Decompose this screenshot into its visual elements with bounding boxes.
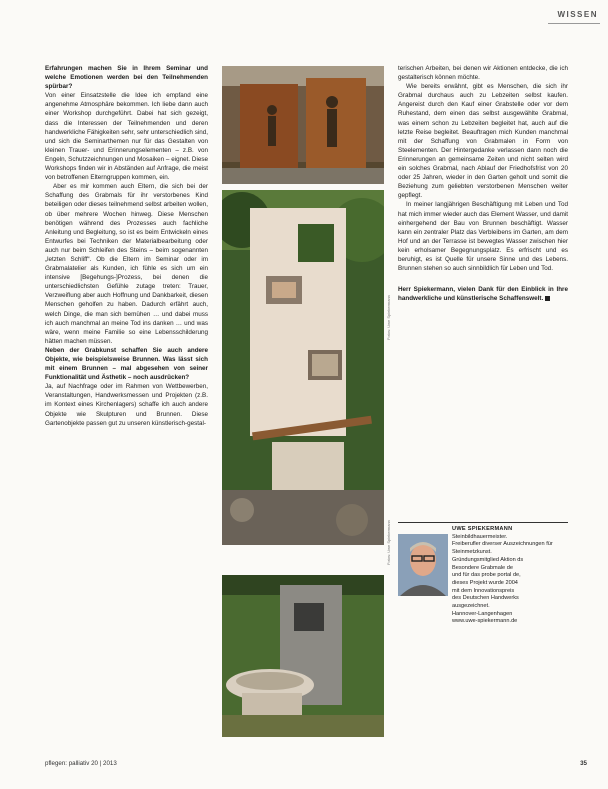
section-rule <box>548 23 600 24</box>
author-portrait <box>398 534 448 596</box>
body-paragraph: In meiner langjährigen Beschäftigung mit Leben und Tod hat mich immer wieder auch das Element Wasser, und damit einhergehend der Bau von Brunnen beschäftigt. Wasser kann ein zentraler Platz das Verbleibens im Garten, am dem Hof und an der Terrasse ist bewegtes Wasser zwischen hier kein erholsamer Begegnungsplatz. Es erfrischt und es beruhigt, es ist Quelle für unsere Sinne und des Lebens. Brunnen stehen so auch sinnbildlich für Leben und Tod. <box>398 201 568 273</box>
body-paragraph: Wie bereits erwähnt, gibt es Menschen, die sich ihr Grabmal durchaus auch zu Lebzeiten selbst kaufen. Angereist durch den Kauf einer Grabstelle oder vor dem Ruhestand, dem einen das selbst ausgewählte Grabmal, was einem schon zu Lebzeiten begleitet hat, auch auf die letzte Reise begleitet. Beauftragen mich Kunden manchmal mit der Schaffung von Grabmalen in Form von Steelementen. Der Hintergedanke verlassen dann noch die Erinnerungen an gemeinsame Zeiten und nicht selten wird ein solches Grabmal, nach Ablauf der Friedhofsfrist von 20 oder 25 Jahren, wieder in den Garten geholt und somit die Beziehung zum geliebten verstorbenen Menschen weiter gepflegt. <box>398 83 568 200</box>
body-paragraph: terischen Arbeiten, bei denen wir Aktionen entdecke, die ich gestalterisch können möchte. <box>398 65 568 82</box>
bio-line: dieses Projekt wurde 2004 <box>452 579 518 586</box>
photo-stone-fountain <box>222 575 384 737</box>
photo-credit: Fotos: Uwe Spiekermann <box>386 295 391 340</box>
interview-question: Erfahrungen machen Sie in Ihrem Seminar und welche Emotionen werden bei den Teilnehmenden spürbar? <box>45 65 208 91</box>
interview-question: Neben der Grabkunst schaffen Sie auch andere Objekte, wie beispielsweise Brunnen. Was lässt sich mit einem Brunnen – mal abgesehen von seiner Funktionalität und Ästhetik – noch ausdrücken? <box>45 346 208 382</box>
end-mark <box>545 296 550 301</box>
body-paragraph: Ja, auf Nachfrage oder im Rahmen von Wettbewerben, Veranstaltungen, Handwerksmessen und Projekten (z.B. im Kontext eines Kirchenlagers) schaffe ich auch andere Objekte wie Skulpturen und Brunnen. Diese Gartenobjekte passen gut zu unseren künstlerisch-gestal- <box>45 383 208 427</box>
right-column <box>398 64 568 303</box>
interview-question: Herr Spiekermann, vielen Dank für den Einblick in Ihre handwerkliche und künstlerische Schaffenswelt. <box>398 286 568 303</box>
bio-lines <box>452 534 578 626</box>
bio-line: www.uwe-spiekermann.de <box>452 618 518 625</box>
bio-line: Freiberufler diverser Auszeichnungen für Steinmetzkunst. <box>452 541 553 556</box>
author-bio <box>398 522 578 625</box>
photo-credit-2: Fotos: Uwe Spiekermann <box>386 520 391 565</box>
bio-line: Hannover-Langenhagen <box>452 610 513 617</box>
footer-publication: pflegen: palliativ 20 | 2013 <box>45 760 117 767</box>
left-column <box>45 64 208 428</box>
photo-stone-grave-marker <box>222 190 384 545</box>
bio-text <box>452 526 578 626</box>
bio-line: ausgezeichnet. <box>452 603 490 610</box>
bio-rule <box>398 522 568 523</box>
bio-line: des Deutschen Handwerks <box>452 595 519 602</box>
section-label: WISSEN <box>557 10 598 19</box>
page-footer <box>45 760 587 767</box>
body-paragraph: Aber es mir kommen auch Eltern, die sich bei der Schaffung des Grabmals für ihr verstorbenes Kind beteiligen oder dieses teilnehmend selbst arbeiten wollen, ob über mehrere Wochen hinweg. Diese Menschen benötigen während des Prozesses auch fachliche Anleitung und Begleitung, so ist es beim Entwickeln eines Entwurfes bei Techniken der Materialbearbeitung oder auch nur beim Schleifen des Steins – beim sogenannten „letzten Schliff“. Ob die Eltern im Seminar oder im Grabmalatelier als Kunden, ich fühle es sich um ein intensive [Begehungs-]Prozess, bei denen die unterschiedlichsten Gefühle zutage treten: Trauer, Verzweiflung aber auch Hoffnung und Dankbarkeit, diesen Menschen geholfen zu haben. Dadurch erfährt auch, welch Dinge, die man sich bemühen … und dabei muss ich auch manchmal an meine Tod ins danken … und was wäre, wenn meine Familie so eine Lebensschilderung hätten machen müssen. <box>45 183 208 345</box>
bio-name: UWE SPIEKERMANN <box>452 526 513 532</box>
body-paragraph: Von einer Einsatzstelle die Idee ich empfand eine angenehme Atmosphäre bekommen. Ich liebe dann auch einer Workshop durchgeführt. Dabei hat sich gezeigt, dass die Interessen der Teilnehmenden und deren handwerkliche Fähigkeiten sehr, sehr unterschiedlich sind, und sich die Seminarthemen nur für das Gestalten von kleinen Trauer- und Erinnerungselementen – z.B. von Engeln, Schutzzeichnungen und Mosaiken – eignet. Diese Workshops finden wir in Abständen auf Anfrage, die meist von betroffenen Elterngruppen kommen, ein. <box>45 92 208 182</box>
bio-line: Besondere Grabmale de <box>452 564 513 571</box>
bio-line: Gründungsmitglied Aktion ds <box>452 556 524 563</box>
photo-rusted-sculpture <box>222 66 384 184</box>
bio-line: Steinbildhauermeister. <box>452 533 508 540</box>
bio-line: und für das probe portal de, <box>452 572 521 579</box>
page-number: 35 <box>580 760 587 767</box>
bio-line: mit dem Innovationspreis <box>452 587 515 594</box>
